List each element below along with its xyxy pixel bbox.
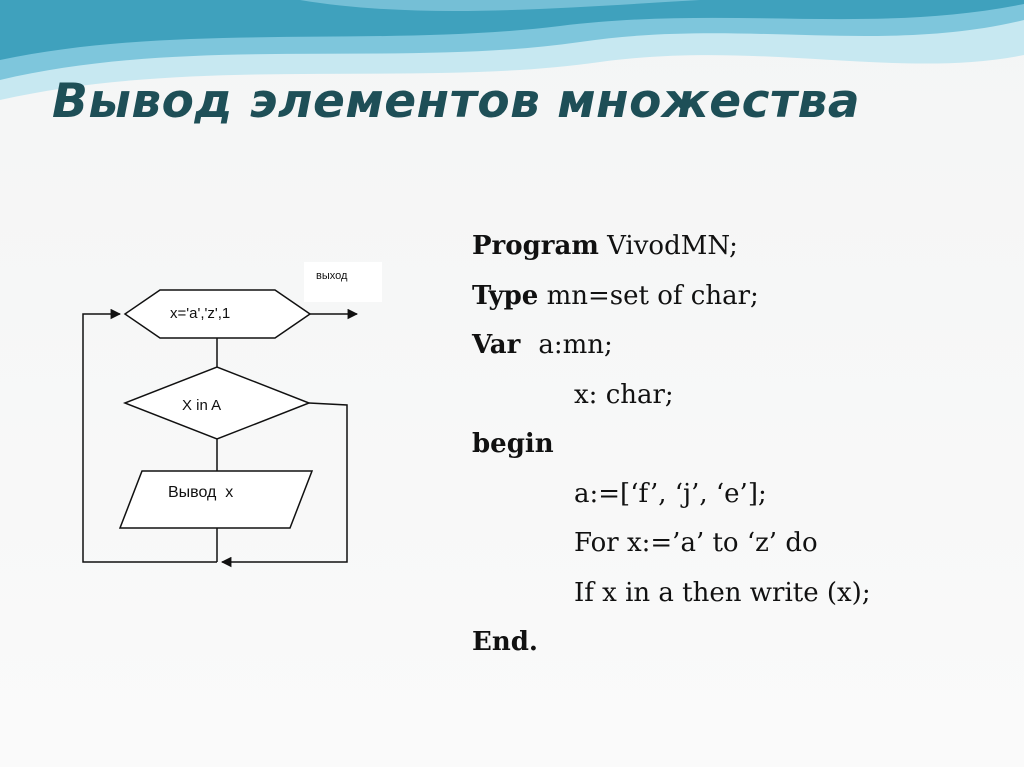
- code-line-var-x: x: char;: [574, 379, 674, 410]
- code-listing: [472, 222, 871, 668]
- code-line-for: For x:=’a’ to ‘z’ do: [574, 528, 818, 558]
- exit-label: выход: [316, 270, 348, 282]
- condition-label: X in A: [182, 397, 222, 414]
- code-line-end: End.: [472, 627, 538, 657]
- code-line-begin: begin: [472, 429, 554, 459]
- code-line-var: Var a:mn;: [472, 330, 613, 360]
- code-line-type: Type mn=set of char;: [472, 280, 759, 311]
- code-line-assign: a:=[‘f’, ‘j’, ‘e’];: [574, 478, 767, 509]
- code-line-if: If x in a then write (x);: [574, 577, 871, 608]
- output-label: Вывод x: [168, 484, 234, 501]
- code-line-program: Program VivodMN;: [472, 231, 738, 261]
- exit-label-box: [304, 262, 382, 302]
- slide-title: Вывод элементов множества: [52, 74, 861, 129]
- loop-label: x='a','z',1: [170, 305, 231, 322]
